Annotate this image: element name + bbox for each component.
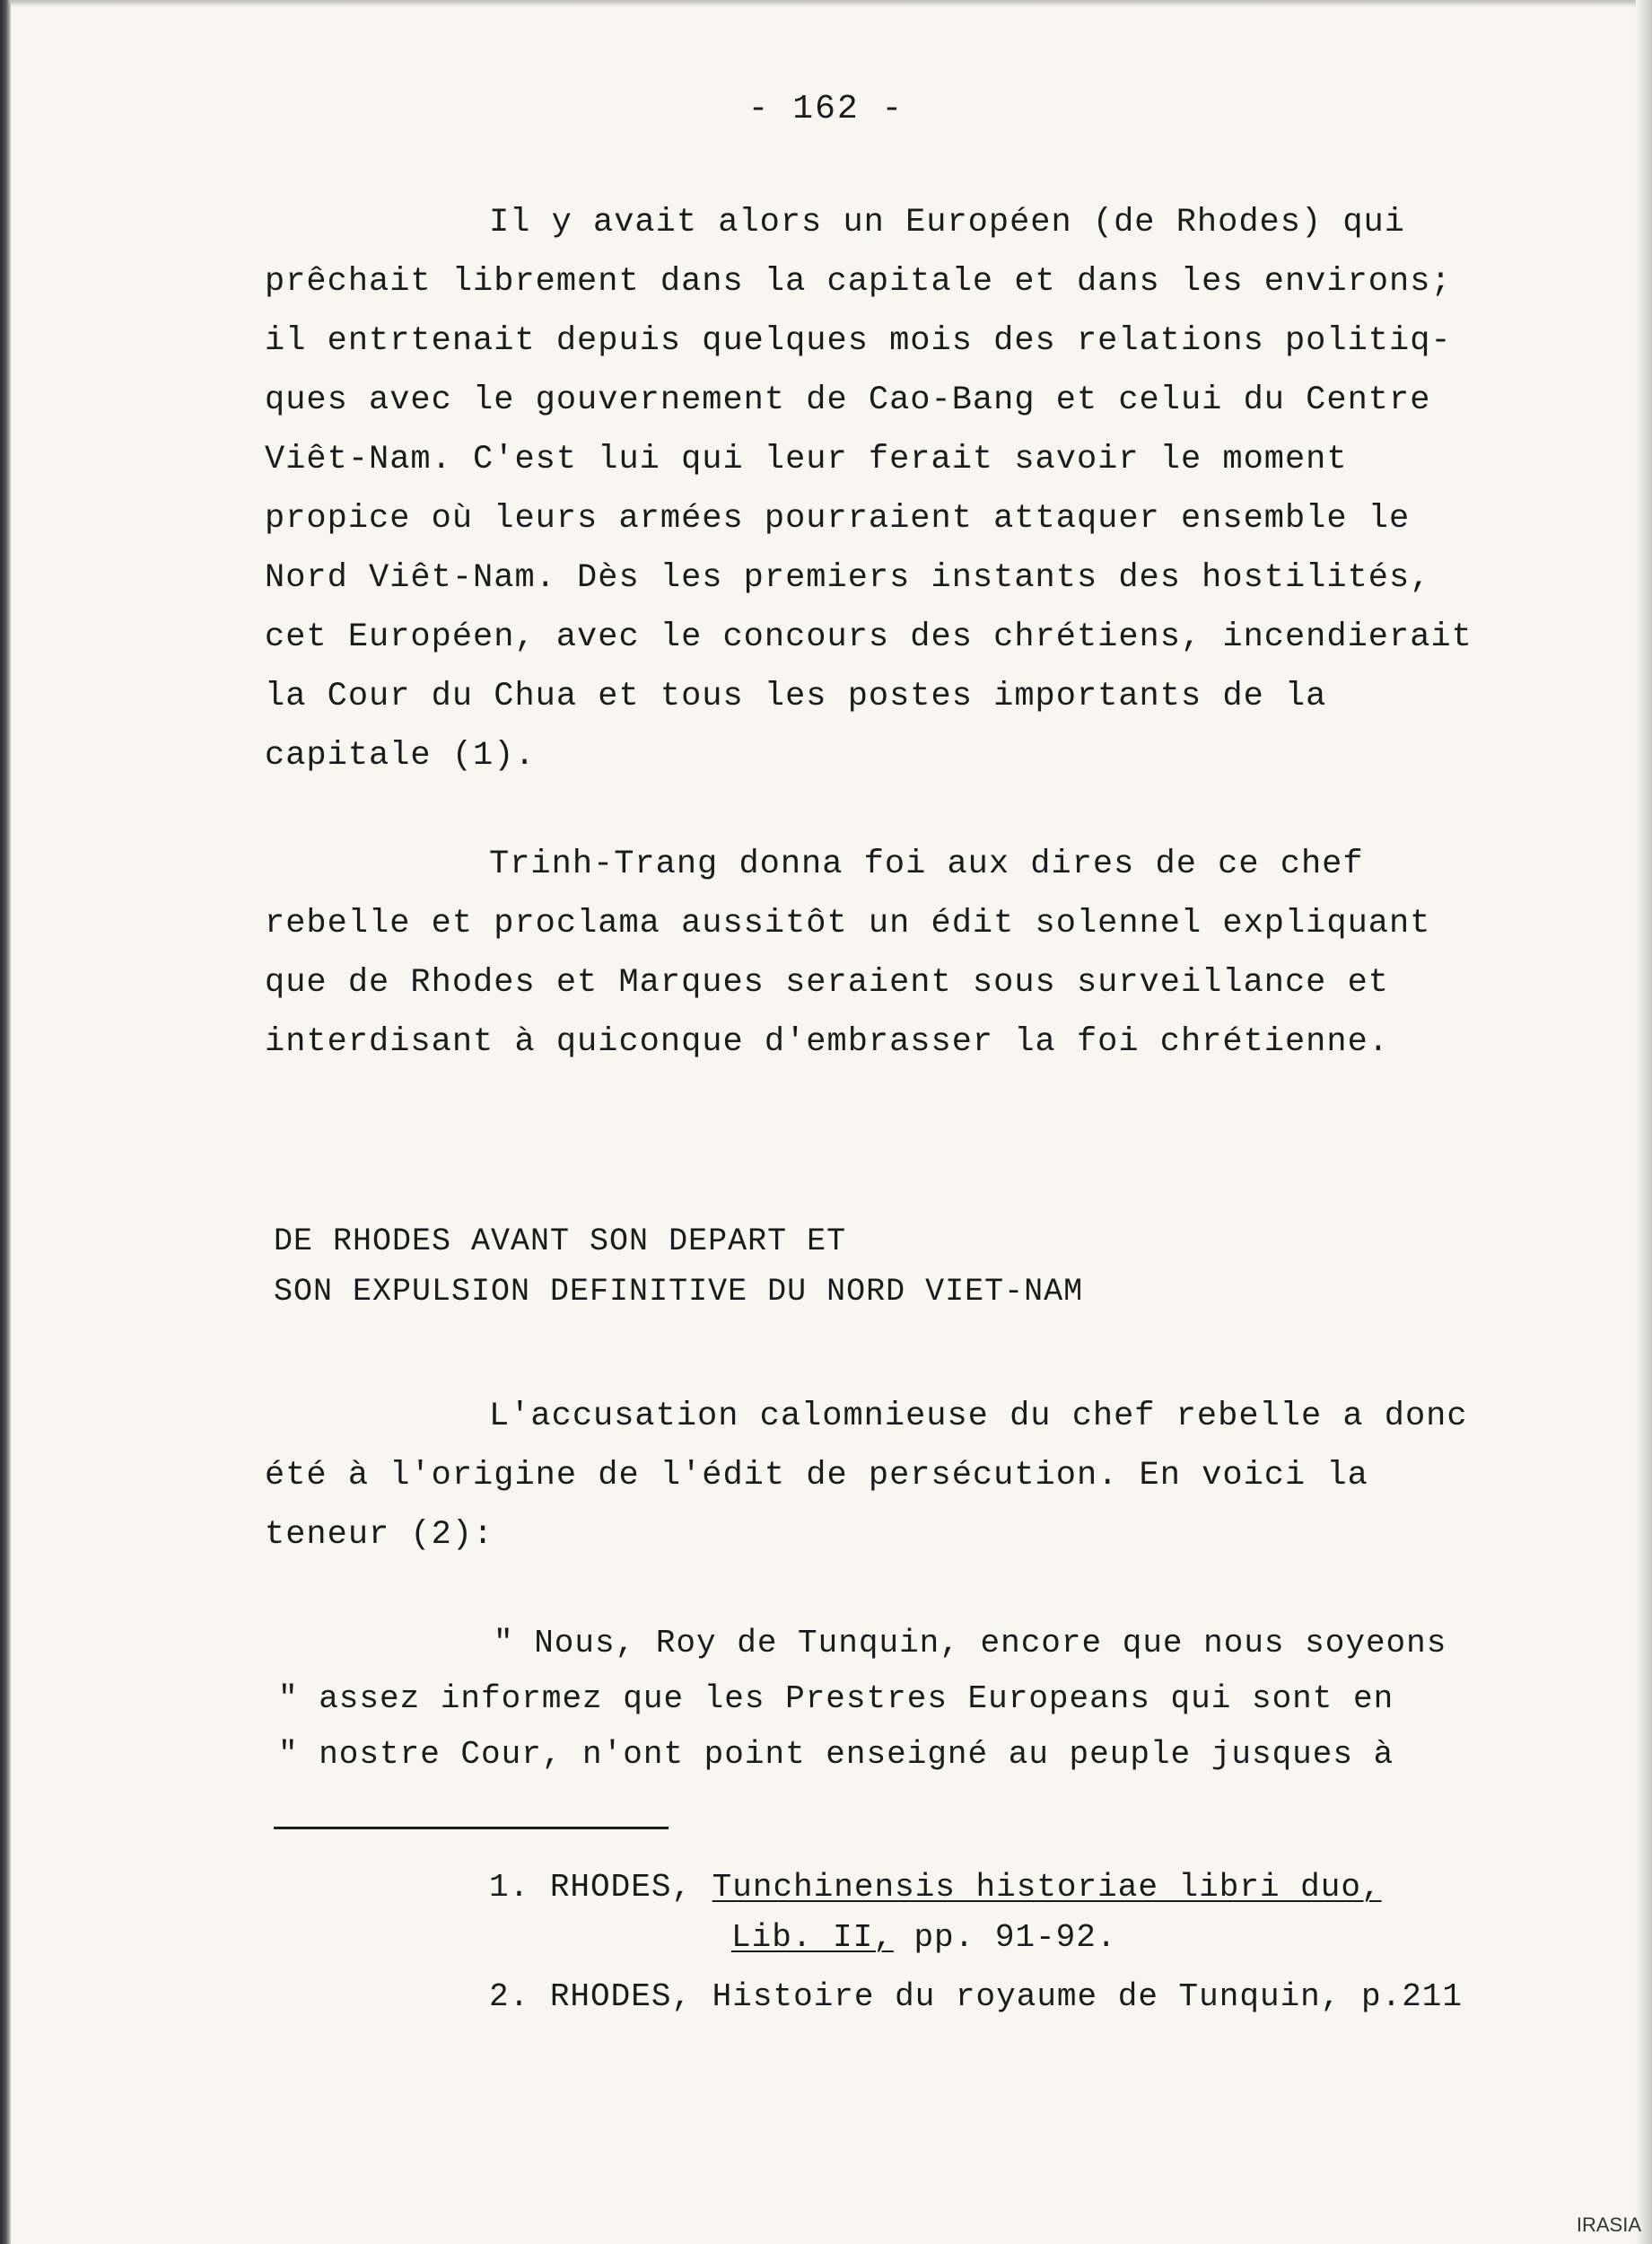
paragraph-1-line: propice où leurs armées pourraient attaquer ensemble le	[265, 500, 1411, 538]
footnote-2-row	[489, 1972, 1566, 2022]
footnote-2-author: RHODES,	[549, 1978, 693, 2015]
scan-edge-top	[0, 0, 1652, 7]
paragraph-1-line: cet Européen, avec le concours des chrétiens, incendierait	[265, 618, 1473, 656]
footnote-2	[489, 1972, 1566, 2022]
paragraph-1-line: il entrtenait depuis quelques mois des relations politiq-	[265, 322, 1452, 360]
footnote-1-book: Lib. II,	[731, 1919, 894, 1956]
scan-edge-right	[1636, 0, 1652, 2244]
paragraph-1-line: capitale (1).	[265, 737, 536, 775]
paragraph-3-line: été à l'origine de l'édit de persécution. En voici la	[265, 1457, 1368, 1495]
paragraph-1	[265, 193, 1521, 785]
section-heading-line: SON EXPULSION DEFINITIVE DU NORD VIET-NAM	[274, 1274, 1084, 1310]
paragraph-1-line: la Cour du Chua et tous les postes importants de la	[265, 678, 1327, 715]
footnote-1-title: Tunchinensis historiae libri duo,	[712, 1869, 1382, 1906]
irasia-watermark: IRASIA	[1576, 2213, 1641, 2236]
footnote-2-number: 2.	[489, 1978, 530, 2015]
section-heading-line: DE RHODES AVANT SON DEPART ET	[274, 1223, 847, 1259]
quote-line: " Nous, Roy de Tunquin, encore que nous soyeons	[494, 1625, 1447, 1661]
paragraph-1-line: ques avec le gouvernement de Cao-Bang et celui du Centre	[265, 381, 1431, 419]
paragraph-1-line: prêchait librement dans la capitale et dans les environs;	[265, 263, 1452, 301]
quote-line: " assez informez que les Prestres Europeans qui sont en	[278, 1680, 1394, 1717]
footnote-2-text: Histoire du royaume de Tunquin, p.211	[712, 1978, 1464, 2015]
footnotes	[489, 1863, 1566, 2022]
footnote-1-row	[489, 1863, 1566, 1913]
footnote-1-cont	[489, 1913, 1566, 1963]
scan-edge-left	[0, 0, 11, 2244]
footnote-1-author: RHODES,	[549, 1869, 693, 1906]
edict-quote	[278, 1616, 1534, 1783]
footnote-1	[489, 1863, 1566, 1963]
paragraph-3-line: L'accusation calomnieuse du chef rebelle a donc	[489, 1398, 1468, 1435]
paragraph-2-line: Trinh-Trang donna foi aux dires de ce chef	[489, 846, 1364, 883]
paragraph-2-line: interdisant à quiconque d'embrasser la foi chrétienne.	[265, 1023, 1389, 1061]
paragraph-1-line: Il y avait alors un Européen (de Rhodes) qui	[489, 204, 1405, 241]
footnote-divider	[274, 1827, 669, 1829]
paragraph-1-line: Viêt-Nam. C'est lui qui leur ferait savoir le moment	[265, 441, 1348, 478]
paragraph-3	[265, 1387, 1521, 1565]
paragraph-3-line: teneur (2):	[265, 1516, 494, 1554]
footnote-1-number: 1.	[489, 1869, 530, 1906]
paragraph-1-line: Nord Viêt-Nam. Dès les premiers instants des hostilités,	[265, 559, 1431, 597]
quote-line: " nostre Cour, n'ont point enseigné au peuple jusques à	[278, 1736, 1394, 1773]
paragraph-2	[265, 835, 1521, 1072]
footnote-1-pages: pp. 91-92.	[913, 1919, 1117, 1956]
section-heading	[274, 1216, 1440, 1317]
page-number: - 162 -	[747, 90, 905, 128]
paragraph-2-line: que de Rhodes et Marques seraient sous surveillance et	[265, 964, 1389, 1002]
paragraph-2-line: rebelle et proclama aussitôt un édit solennel expliquant	[265, 905, 1431, 942]
